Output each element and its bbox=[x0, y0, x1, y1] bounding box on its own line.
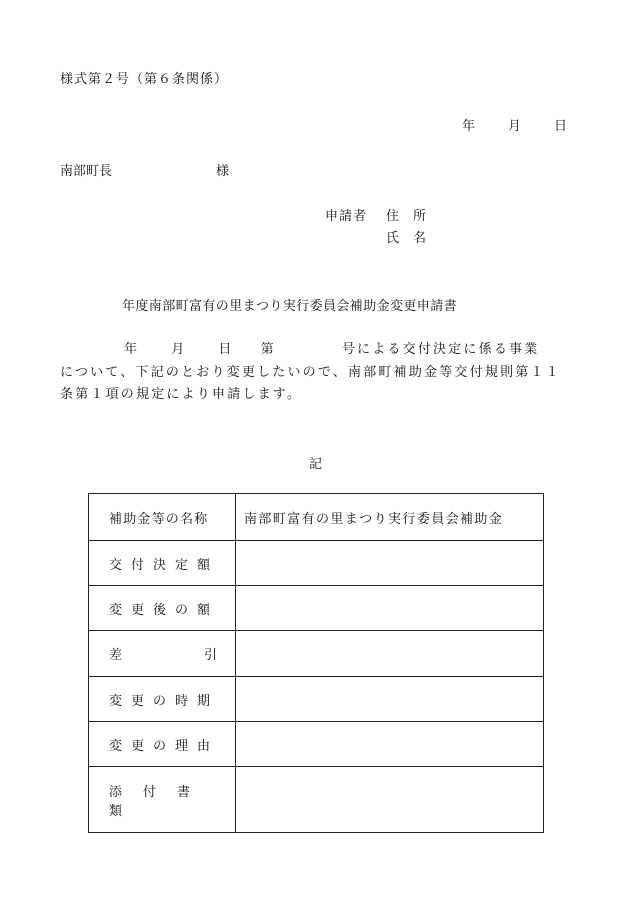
date-year: 年 bbox=[462, 119, 476, 134]
honorific: 様 bbox=[216, 164, 230, 179]
row-value bbox=[236, 767, 543, 832]
body-no: 第 bbox=[260, 342, 276, 357]
row-label: 補助金等の名称 bbox=[89, 494, 236, 540]
document-title: 年度南部町富有の里まつり実行委員会補助金変更申請書 bbox=[122, 299, 458, 314]
table-row bbox=[89, 540, 543, 585]
details-table bbox=[88, 493, 544, 833]
row-value bbox=[236, 586, 543, 630]
table-row bbox=[89, 721, 543, 766]
row-value bbox=[236, 677, 543, 721]
table-row bbox=[89, 676, 543, 721]
row-label: 変更後の額 bbox=[89, 586, 236, 630]
body-day: 日 bbox=[218, 342, 234, 357]
table-row bbox=[89, 766, 543, 832]
addressee bbox=[60, 160, 230, 179]
body-line-1-rest: 号による交付決定に係る事業 bbox=[341, 342, 540, 357]
row-label: 交付決定額 bbox=[89, 541, 236, 585]
row-label-left: 差 bbox=[109, 648, 123, 663]
body-year: 年 bbox=[124, 342, 140, 357]
address-label: 住所 bbox=[386, 209, 441, 224]
row-label-right: 引 bbox=[203, 648, 217, 663]
body-line-1 bbox=[60, 339, 580, 362]
body-month: 月 bbox=[171, 342, 187, 357]
table-row bbox=[89, 630, 543, 676]
name-label: 氏名 bbox=[386, 231, 441, 246]
table-row bbox=[89, 585, 543, 630]
row-value: 南部町富有の里まつり実行委員会補助金 bbox=[244, 511, 504, 527]
date-month: 月 bbox=[508, 119, 522, 134]
row-value bbox=[236, 722, 543, 766]
row-label: 添付書類 bbox=[89, 767, 236, 832]
row-label: 変更の理由 bbox=[89, 722, 236, 766]
row-label: 変更の時期 bbox=[89, 677, 236, 721]
ki-heading: 記 bbox=[309, 457, 323, 472]
body-line-2: について、下記のとおり変更したいので、南部町補助金等交付規則第１１ bbox=[60, 364, 561, 380]
row-value bbox=[236, 631, 543, 676]
applicant-label: 申請者 bbox=[325, 209, 368, 224]
form-number: 様式第２号（第６条関係） bbox=[60, 72, 229, 87]
row-value bbox=[236, 541, 543, 585]
body-line-3: 条第１項の規定により申請します。 bbox=[60, 387, 303, 402]
row-label bbox=[89, 631, 236, 676]
recipient: 南部町長 bbox=[60, 164, 113, 179]
table-row bbox=[89, 494, 543, 540]
date-day: 日 bbox=[554, 119, 568, 134]
body-paragraph bbox=[60, 339, 580, 407]
date-line bbox=[462, 115, 567, 134]
